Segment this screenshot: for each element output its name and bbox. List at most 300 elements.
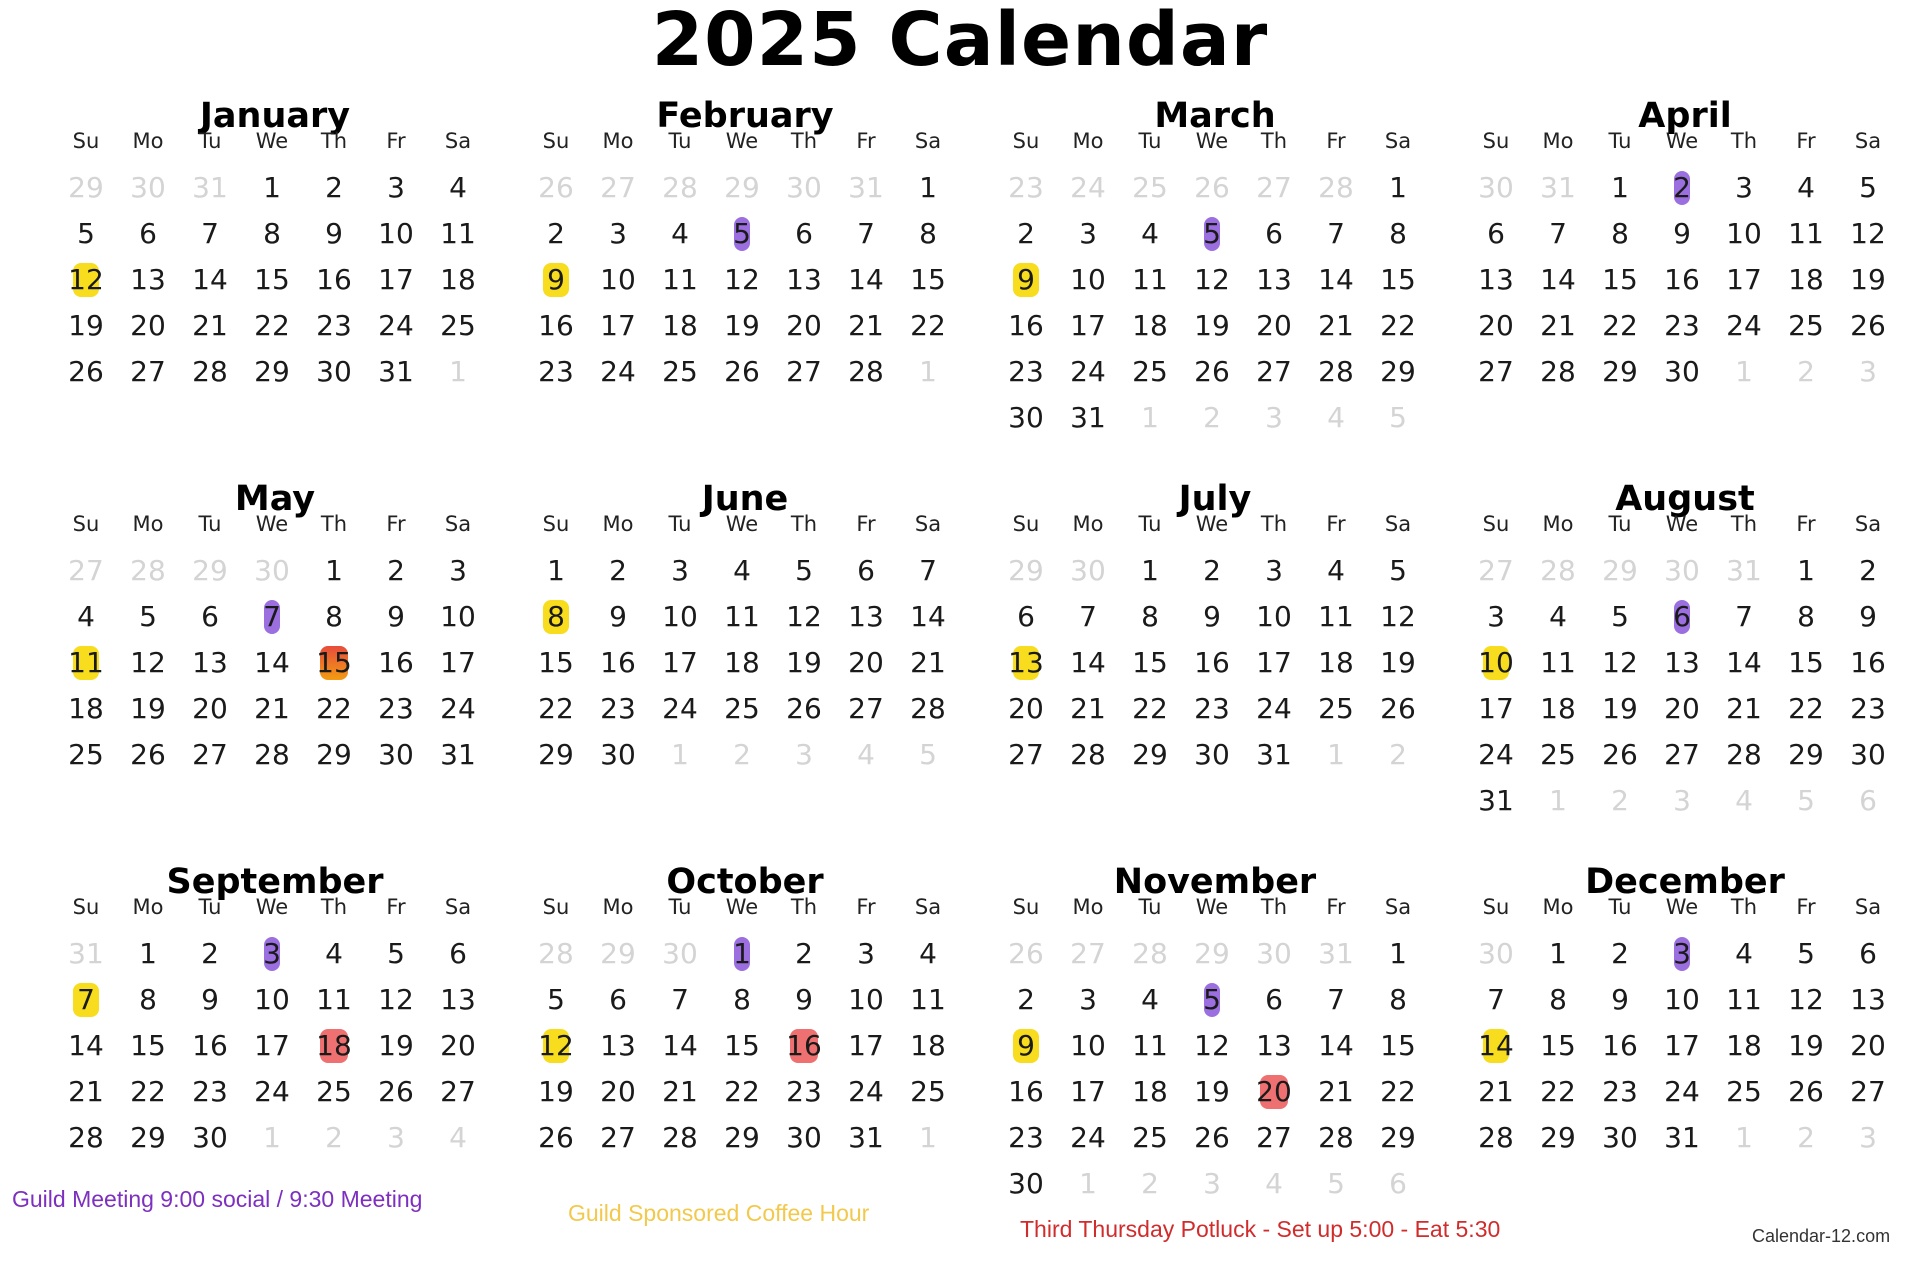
day-number: 4 (1797, 171, 1815, 204)
day-cell (1367, 349, 1429, 395)
day-cell (1589, 732, 1651, 778)
day-number: 3 (263, 937, 281, 970)
day-cell-event (303, 640, 365, 686)
weekday-header: We (725, 512, 759, 536)
legend-coffee-hour: Guild Sponsored Coffee Hour (568, 1200, 870, 1226)
day-cell (1465, 977, 1527, 1023)
day-number: 8 (547, 600, 565, 633)
day-number: 3 (857, 937, 875, 970)
day-cell (1119, 257, 1181, 303)
day-cell-outside (1305, 165, 1367, 211)
day-number: 27 (1008, 738, 1044, 771)
day-number: 24 (1070, 355, 1106, 388)
day-cell (241, 686, 303, 732)
day-cell (995, 732, 1057, 778)
day-cell-outside (1181, 931, 1243, 977)
day-number: 26 (1602, 738, 1638, 771)
day-cell (1465, 594, 1527, 640)
weekday-header: Mo (1542, 512, 1574, 536)
day-number: 19 (1602, 692, 1638, 725)
day-number: 30 (254, 554, 290, 587)
day-cell (1589, 931, 1651, 977)
day-number: 16 (378, 646, 414, 679)
day-cell (1837, 732, 1899, 778)
day-number: 17 (662, 646, 698, 679)
day-cell (179, 349, 241, 395)
day-number: 7 (201, 217, 219, 250)
day-cell (303, 211, 365, 257)
day-cell-outside (711, 732, 773, 778)
day-number: 1 (1611, 171, 1629, 204)
day-cell (241, 1023, 303, 1069)
day-cell (1837, 640, 1899, 686)
day-number: 30 (1602, 1121, 1638, 1154)
day-cell (835, 1023, 897, 1069)
day-number: 18 (1726, 1029, 1762, 1062)
day-number: 13 (1478, 263, 1514, 296)
day-number: 21 (662, 1075, 698, 1108)
day-number: 19 (378, 1029, 414, 1062)
day-cell-outside (1057, 165, 1119, 211)
day-cell (365, 1023, 427, 1069)
day-cell (427, 257, 489, 303)
day-number: 3 (387, 171, 405, 204)
day-cell (365, 977, 427, 1023)
day-number: 26 (1008, 937, 1044, 970)
day-number: 2 (1797, 355, 1815, 388)
day-number: 3 (1079, 217, 1097, 250)
weekday-header: Su (1012, 129, 1040, 153)
day-cell-event (525, 594, 587, 640)
weekday-header: Mo (1072, 129, 1104, 153)
day-number: 24 (378, 309, 414, 342)
day-number: 27 (1256, 355, 1292, 388)
day-number: 12 (1194, 1029, 1230, 1062)
day-cell-outside (241, 548, 303, 594)
day-cell (1651, 303, 1713, 349)
day-cell (1181, 1069, 1243, 1115)
day-number: 17 (1726, 263, 1762, 296)
day-cell-outside (897, 349, 959, 395)
day-number: 12 (378, 983, 414, 1016)
day-cell-outside (1775, 349, 1837, 395)
day-number: 3 (1673, 784, 1691, 817)
day-number: 8 (139, 983, 157, 1016)
day-cell (525, 640, 587, 686)
day-cell (241, 211, 303, 257)
day-number: 31 (1664, 1121, 1700, 1154)
day-cell (427, 303, 489, 349)
day-cell (303, 303, 365, 349)
day-number: 7 (671, 983, 689, 1016)
day-number: 10 (1726, 217, 1762, 250)
weekday-header: Fr (386, 895, 406, 919)
day-cell (1713, 977, 1775, 1023)
day-number: 24 (1070, 171, 1106, 204)
day-number: 26 (786, 692, 822, 725)
day-number: 2 (1611, 784, 1629, 817)
day-number: 3 (387, 1121, 405, 1154)
month-name: August (1615, 479, 1755, 519)
weekday-header: We (1665, 512, 1699, 536)
day-number: 24 (440, 692, 476, 725)
day-cell (1305, 1069, 1367, 1115)
day-number: 22 (1380, 309, 1416, 342)
weekday-header: Sa (914, 129, 942, 153)
day-number: 29 (254, 355, 290, 388)
day-cell-outside (1243, 395, 1305, 441)
day-cell-outside (179, 548, 241, 594)
day-cell (835, 1115, 897, 1161)
day-number: 28 (254, 738, 290, 771)
day-number: 5 (795, 554, 813, 587)
day-cell (1181, 594, 1243, 640)
day-number: 30 (1664, 355, 1700, 388)
weekday-header: Tu (1608, 895, 1632, 919)
weekday-header: We (255, 512, 289, 536)
day-number: 10 (662, 600, 698, 633)
day-number: 14 (848, 263, 884, 296)
day-number: 3 (795, 738, 813, 771)
day-number: 28 (68, 1121, 104, 1154)
day-cell (995, 211, 1057, 257)
day-number: 28 (1478, 1121, 1514, 1154)
day-cell-outside (525, 165, 587, 211)
day-number: 23 (1602, 1075, 1638, 1108)
day-cell (773, 1115, 835, 1161)
day-number: 1 (1549, 784, 1567, 817)
day-number: 30 (786, 171, 822, 204)
day-number: 20 (1256, 1075, 1292, 1108)
day-number: 1 (671, 738, 689, 771)
day-cell-outside (995, 931, 1057, 977)
day-number: 28 (1318, 171, 1354, 204)
day-cell (55, 349, 117, 395)
day-cell-outside (1465, 548, 1527, 594)
day-cell (711, 349, 773, 395)
day-number: 13 (786, 263, 822, 296)
day-number: 4 (919, 937, 937, 970)
day-number: 1 (1327, 738, 1345, 771)
day-number: 26 (1788, 1075, 1824, 1108)
day-cell-outside (1057, 548, 1119, 594)
day-cell (1119, 732, 1181, 778)
day-cell (587, 211, 649, 257)
day-number: 12 (68, 263, 104, 296)
day-number: 30 (1850, 738, 1886, 771)
day-cell-outside (1119, 395, 1181, 441)
day-number: 2 (547, 217, 565, 250)
day-number: 2 (1017, 983, 1035, 1016)
weekday-header: Th (1730, 129, 1758, 153)
day-number: 23 (786, 1075, 822, 1108)
day-cell (427, 931, 489, 977)
month-name: October (666, 862, 824, 902)
day-number: 23 (1008, 355, 1044, 388)
weekday-header: Su (542, 512, 570, 536)
source-credit: Calendar-12.com (1752, 1226, 1891, 1246)
weekday-header: Fr (1796, 512, 1816, 536)
day-cell (995, 1069, 1057, 1115)
weekday-header: Sa (444, 895, 472, 919)
day-number: 18 (1132, 309, 1168, 342)
day-cell (55, 1023, 117, 1069)
day-number: 7 (1549, 217, 1567, 250)
day-number: 12 (724, 263, 760, 296)
day-cell (1527, 931, 1589, 977)
day-cell (303, 1069, 365, 1115)
day-number: 27 (1664, 738, 1700, 771)
day-cell (587, 594, 649, 640)
day-cell (1305, 349, 1367, 395)
day-number: 6 (795, 217, 813, 250)
day-cell-outside (117, 165, 179, 211)
day-cell-event (995, 1023, 1057, 1069)
day-cell (1243, 640, 1305, 686)
day-cell (1465, 686, 1527, 732)
day-cell (1589, 303, 1651, 349)
day-cell (427, 211, 489, 257)
day-cell (587, 640, 649, 686)
day-cell (1775, 931, 1837, 977)
day-cell (1589, 211, 1651, 257)
day-cell (897, 1069, 959, 1115)
day-cell (55, 686, 117, 732)
day-cell (1057, 1069, 1119, 1115)
day-cell (1651, 349, 1713, 395)
day-number: 10 (1070, 263, 1106, 296)
day-cell-event (1465, 640, 1527, 686)
day-cell (1119, 1115, 1181, 1161)
day-cell-outside (773, 732, 835, 778)
weekday-header: Mo (132, 129, 164, 153)
day-number: 10 (848, 983, 884, 1016)
day-cell (897, 548, 959, 594)
day-cell (897, 1023, 959, 1069)
day-number: 14 (192, 263, 228, 296)
day-number: 23 (378, 692, 414, 725)
day-cell (303, 594, 365, 640)
weekday-header: Th (1260, 895, 1288, 919)
day-cell (1527, 1023, 1589, 1069)
day-number: 17 (378, 263, 414, 296)
day-cell-outside (55, 165, 117, 211)
weekday-header: Fr (1326, 512, 1346, 536)
day-cell (1243, 732, 1305, 778)
day-cell (1775, 1023, 1837, 1069)
day-cell (179, 211, 241, 257)
day-cell (587, 349, 649, 395)
day-cell (835, 349, 897, 395)
day-number: 23 (538, 355, 574, 388)
day-number: 18 (1540, 692, 1576, 725)
day-cell (179, 303, 241, 349)
day-number: 1 (263, 1121, 281, 1154)
month-october (525, 861, 965, 1221)
day-number: 29 (192, 554, 228, 587)
day-cell (427, 732, 489, 778)
day-number: 21 (1318, 1075, 1354, 1108)
day-cell (117, 977, 179, 1023)
weekday-header: Fr (1796, 895, 1816, 919)
day-number: 3 (1265, 554, 1283, 587)
day-number: 25 (1318, 692, 1354, 725)
day-cell (1243, 977, 1305, 1023)
day-cell (1713, 1023, 1775, 1069)
day-cell (1181, 1023, 1243, 1069)
day-number: 30 (662, 937, 698, 970)
day-cell (1775, 977, 1837, 1023)
day-number: 9 (547, 263, 565, 296)
weekday-header: Th (790, 129, 818, 153)
weekday-header: Fr (856, 512, 876, 536)
day-cell (1057, 640, 1119, 686)
weekday-header: Sa (914, 895, 942, 919)
day-number: 7 (1327, 983, 1345, 1016)
day-cell (55, 594, 117, 640)
day-number: 24 (1478, 738, 1514, 771)
day-cell (1243, 349, 1305, 395)
day-number: 6 (1265, 217, 1283, 250)
day-cell-outside (1243, 1161, 1305, 1207)
day-cell (1367, 686, 1429, 732)
day-cell-outside (1589, 548, 1651, 594)
day-cell (1589, 165, 1651, 211)
day-cell (1057, 594, 1119, 640)
day-cell (1713, 931, 1775, 977)
day-cell (427, 1069, 489, 1115)
day-number: 2 (387, 554, 405, 587)
day-number: 16 (600, 646, 636, 679)
day-cell (1713, 165, 1775, 211)
day-cell (1527, 303, 1589, 349)
day-cell (1119, 349, 1181, 395)
day-cell (897, 165, 959, 211)
day-number: 19 (786, 646, 822, 679)
day-number: 27 (130, 355, 166, 388)
day-number: 7 (1327, 217, 1345, 250)
day-number: 23 (1194, 692, 1230, 725)
day-cell (1243, 257, 1305, 303)
day-number: 26 (724, 355, 760, 388)
day-number: 11 (910, 983, 946, 1016)
day-number: 22 (1788, 692, 1824, 725)
weekday-header: Sa (1384, 129, 1412, 153)
day-number: 26 (538, 171, 574, 204)
day-number: 6 (201, 600, 219, 633)
weekday-header: Su (1012, 895, 1040, 919)
day-cell (1713, 594, 1775, 640)
day-number: 16 (1008, 309, 1044, 342)
day-number: 1 (325, 554, 343, 587)
day-number: 1 (919, 1121, 937, 1154)
day-cell (835, 686, 897, 732)
day-number: 21 (1318, 309, 1354, 342)
day-cell (1367, 977, 1429, 1023)
day-number: 1 (263, 171, 281, 204)
day-cell-outside (835, 732, 897, 778)
day-cell (1527, 594, 1589, 640)
day-number: 11 (1318, 600, 1354, 633)
day-cell (1181, 257, 1243, 303)
day-number: 30 (1008, 1167, 1044, 1200)
day-cell (1837, 257, 1899, 303)
day-number: 1 (1141, 401, 1159, 434)
day-cell-event (55, 977, 117, 1023)
day-cell-outside (711, 165, 773, 211)
weekday-header: Th (320, 512, 348, 536)
day-cell (1837, 303, 1899, 349)
day-number: 1 (919, 171, 937, 204)
day-number: 6 (609, 983, 627, 1016)
weekday-header: Th (1260, 129, 1288, 153)
day-number: 12 (1602, 646, 1638, 679)
day-cell-event (241, 931, 303, 977)
day-cell (303, 165, 365, 211)
month-name: March (1154, 96, 1276, 136)
day-number: 28 (130, 554, 166, 587)
month-name: February (656, 96, 834, 136)
day-cell-outside (1057, 1161, 1119, 1207)
day-number: 23 (192, 1075, 228, 1108)
day-cell-outside (773, 165, 835, 211)
day-number: 11 (1540, 646, 1576, 679)
day-number: 7 (77, 983, 95, 1016)
day-cell (1465, 1115, 1527, 1161)
day-cell (711, 594, 773, 640)
day-cell (1181, 640, 1243, 686)
day-cell-event (711, 931, 773, 977)
day-cell-outside (1305, 931, 1367, 977)
day-number: 2 (201, 937, 219, 970)
day-cell (1305, 640, 1367, 686)
day-number: 28 (1540, 355, 1576, 388)
day-cell (1465, 211, 1527, 257)
day-number: 2 (733, 738, 751, 771)
day-cell (1057, 732, 1119, 778)
day-number: 27 (1256, 1121, 1292, 1154)
day-number: 4 (77, 600, 95, 633)
day-cell-outside (241, 1115, 303, 1161)
day-cell (1367, 165, 1429, 211)
day-number: 4 (1735, 784, 1753, 817)
day-number: 28 (192, 355, 228, 388)
day-cell (1465, 1069, 1527, 1115)
day-number: 1 (1141, 554, 1159, 587)
day-number: 20 (1664, 692, 1700, 725)
day-number: 19 (1194, 309, 1230, 342)
day-cell (1465, 778, 1527, 824)
day-cell (587, 732, 649, 778)
day-number: 7 (263, 600, 281, 633)
day-number: 13 (600, 1029, 636, 1062)
day-number: 6 (449, 937, 467, 970)
day-number: 27 (1070, 937, 1106, 970)
day-cell (897, 977, 959, 1023)
month-july (995, 478, 1435, 838)
day-cell (1651, 640, 1713, 686)
day-number: 1 (449, 355, 467, 388)
day-cell (1713, 1069, 1775, 1115)
day-number: 28 (1132, 937, 1168, 970)
day-number: 31 (192, 171, 228, 204)
day-cell (1775, 165, 1837, 211)
day-number: 24 (254, 1075, 290, 1108)
day-cell-outside (427, 1115, 489, 1161)
weekday-header: Mo (602, 895, 634, 919)
day-number: 25 (1788, 309, 1824, 342)
month-september (55, 861, 495, 1221)
